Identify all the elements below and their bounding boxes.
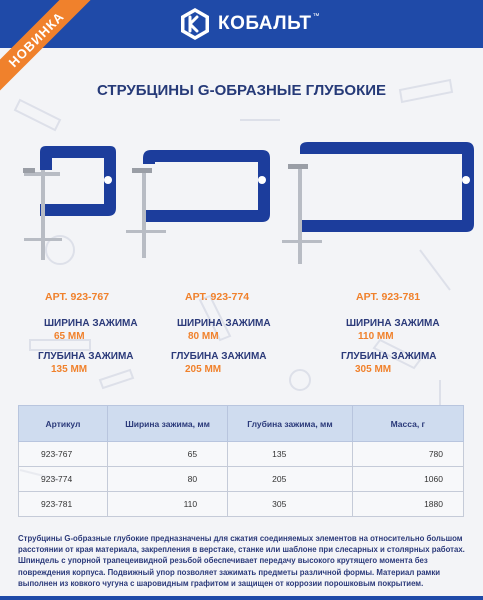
cell-article: 923-767: [19, 442, 108, 467]
table-row: [19, 467, 464, 492]
product-2-depth-label: ГЛУБИНА ЗАЖИМА: [171, 351, 267, 362]
clamp-923-767-image: [23, 146, 116, 260]
product-3-width-value: 110 ММ: [358, 331, 394, 342]
table-header-row: [19, 406, 464, 442]
product-2-article: АРТ. 923-774: [185, 291, 250, 303]
cell-article: 923-781: [19, 492, 108, 517]
brand-tm: ™: [312, 12, 320, 20]
cell-depth: 205: [228, 467, 353, 492]
header-mass: Масса, г: [352, 406, 463, 442]
brand-logo: [178, 6, 319, 42]
header-width: Ширина зажима, мм: [108, 406, 228, 442]
product-1-article: АРТ. 923-767: [45, 291, 110, 303]
cell-mass: 1880: [352, 492, 463, 517]
product-1-depth-value: 135 ММ: [51, 364, 88, 375]
header-depth: Глубина зажима, мм: [228, 406, 353, 442]
cell-article: 923-774: [19, 467, 108, 492]
product-2-depth-value: 205 ММ: [185, 364, 222, 375]
specs-table-container: [18, 405, 464, 517]
product-3-depth-value: 305 ММ: [355, 364, 392, 375]
product-2-width-value: 80 ММ: [188, 331, 219, 342]
product-3-article: АРТ. 923-781: [356, 291, 421, 303]
cell-depth: 135: [228, 442, 353, 467]
page-title: СТРУБЦИНЫ G-ОБРАЗНЫЕ ГЛУБОКИЕ: [96, 82, 387, 99]
specs-table: [18, 405, 464, 517]
product-3-depth-label: ГЛУБИНА ЗАЖИМА: [341, 351, 437, 362]
product-1-width-value: 65 ММ: [54, 331, 85, 342]
clamp-923-774-image: [126, 150, 270, 258]
cell-mass: 1060: [352, 467, 463, 492]
header-article: Артикул: [19, 406, 108, 442]
table-row: [19, 442, 464, 467]
cell-depth: 305: [228, 492, 353, 517]
cell-mass: 780: [352, 442, 463, 467]
product-1-width-label: ШИРИНА ЗАЖИМА: [44, 318, 138, 329]
table-row: [19, 492, 464, 517]
clamps-illustration: [0, 140, 483, 270]
product-1-depth-label: ГЛУБИНА ЗАЖИМА: [38, 351, 134, 362]
cell-width: 110: [108, 492, 228, 517]
clamp-923-781-image: [282, 142, 474, 264]
kobalt-hex-logo-icon: [178, 7, 212, 41]
product-description: Струбцины G-образные глубокие предназначены для сжатия соединяемых элементов на относительно большом расстоянии от края материала, закрепления в верстаке, станке или шаблоне при слесарных и столярных работах. Шпиндель с упорной трапецеивидной резьбой обеспечивает передачу высокого крутящего момента без повреждения корпуса. Подвижный упор позволяет зажимать предметы различной формы. Материал рамки выполнен из ковкого чугуна с шаровидным графитом и защищен от коррозии порошковым покрытием.: [18, 534, 465, 588]
product-3-width-label: ШИРИНА ЗАЖИМА: [346, 318, 440, 329]
cell-width: 65: [108, 442, 228, 467]
bottom-accent-bar: [0, 596, 483, 600]
product-2-width-label: ШИРИНА ЗАЖИМА: [177, 318, 271, 329]
cell-width: 80: [108, 467, 228, 492]
new-badge-label: НОВИНКА: [5, 8, 67, 70]
brand-name: КОБАЛЬТ: [218, 13, 312, 34]
